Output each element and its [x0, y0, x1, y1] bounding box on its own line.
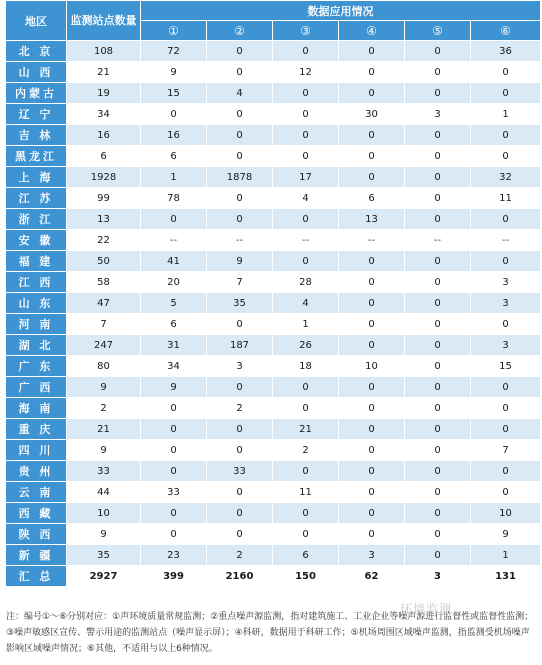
usage-count-cell: 0	[339, 293, 405, 314]
table-row	[6, 419, 541, 440]
usage-count-cell: 0	[471, 83, 541, 104]
usage-count-cell: 1878	[207, 167, 273, 188]
usage-count-cell: 0	[339, 272, 405, 293]
usage-count-cell: 0	[273, 377, 339, 398]
usage-count-cell: 0	[471, 377, 541, 398]
usage-count-cell: 9	[207, 251, 273, 272]
station-count-cell: 33	[67, 461, 141, 482]
usage-count-cell: 0	[471, 251, 541, 272]
table-note: 注：编号①～⑥分别对应：①声环境质量常规监测；②重点噪声源监测，指对建筑施工、工业企业等噪声源进行监督性或监督性监测；③噪声敏感区宣传、警示用途的监测站点（噪声显示屏）；④科研，数据用于科研工作；⑤机场周围区域噪声监测，指监测受机场噪声影响区域噪声情况；⑥其他，不适用与以上6种情况。	[6, 612, 534, 654]
usage-count-cell: 9	[471, 524, 541, 545]
usage-count-cell: 0	[405, 293, 471, 314]
usage-count-cell: 2160	[207, 566, 273, 587]
usage-count-cell: 0	[207, 482, 273, 503]
usage-count-cell: 0	[207, 146, 273, 167]
station-count-cell: 247	[67, 335, 141, 356]
table-row	[6, 461, 541, 482]
region-cell: 黑龙江	[6, 146, 67, 167]
region-cell: 吉 林	[6, 125, 67, 146]
usage-count-cell: 4	[273, 293, 339, 314]
table-row	[6, 377, 541, 398]
usage-count-cell: 0	[339, 41, 405, 62]
usage-count-cell: 3	[405, 104, 471, 125]
usage-count-cell: 0	[471, 461, 541, 482]
table-row	[6, 230, 541, 251]
usage-count-cell: 0	[471, 419, 541, 440]
usage-count-cell: 20	[141, 272, 207, 293]
region-cell: 海 南	[6, 398, 67, 419]
usage-count-cell: 35	[207, 293, 273, 314]
region-cell: 辽 宁	[6, 104, 67, 125]
usage-count-cell: 0	[405, 83, 471, 104]
table-row	[6, 293, 541, 314]
usage-count-cell: 3	[471, 335, 541, 356]
header-usage-1: ①	[141, 21, 207, 41]
table-row	[6, 335, 541, 356]
header-region: 地区	[6, 1, 67, 41]
usage-count-cell: 1	[273, 314, 339, 335]
station-count-cell: 9	[67, 524, 141, 545]
usage-count-cell: 0	[471, 125, 541, 146]
usage-count-cell: 34	[141, 356, 207, 377]
station-count-cell: 99	[67, 188, 141, 209]
usage-count-cell: 0	[273, 146, 339, 167]
table-row	[6, 524, 541, 545]
usage-count-cell: 0	[471, 209, 541, 230]
usage-count-cell: 0	[405, 398, 471, 419]
region-cell: 西 藏	[6, 503, 67, 524]
usage-count-cell: 0	[339, 251, 405, 272]
usage-count-cell: 3	[471, 272, 541, 293]
usage-count-cell: --	[273, 230, 339, 251]
station-count-cell: 13	[67, 209, 141, 230]
usage-count-cell: --	[339, 230, 405, 251]
table-row	[6, 104, 541, 125]
usage-count-cell: 0	[471, 146, 541, 167]
station-count-cell: 44	[67, 482, 141, 503]
usage-count-cell: 0	[141, 419, 207, 440]
usage-count-cell: 0	[207, 104, 273, 125]
usage-count-cell: 0	[273, 209, 339, 230]
usage-count-cell: 2	[207, 545, 273, 566]
usage-count-cell: 0	[273, 461, 339, 482]
table-row	[6, 188, 541, 209]
usage-count-cell: 7	[207, 272, 273, 293]
usage-count-cell: 11	[273, 482, 339, 503]
station-count-cell: 58	[67, 272, 141, 293]
usage-count-cell: 7	[471, 440, 541, 461]
usage-count-cell: 0	[405, 503, 471, 524]
usage-count-cell: 0	[273, 503, 339, 524]
usage-count-cell: 0	[339, 83, 405, 104]
station-count-cell: 34	[67, 104, 141, 125]
usage-count-cell: 11	[471, 188, 541, 209]
usage-count-cell: 0	[339, 62, 405, 83]
station-count-cell: 6	[67, 146, 141, 167]
table-row	[6, 314, 541, 335]
usage-count-cell: 0	[207, 125, 273, 146]
usage-count-cell: 0	[405, 377, 471, 398]
usage-count-cell: 23	[141, 545, 207, 566]
usage-count-cell: 0	[273, 104, 339, 125]
usage-count-cell: 0	[405, 482, 471, 503]
table-row	[6, 62, 541, 83]
usage-count-cell: 0	[405, 419, 471, 440]
usage-count-cell: 0	[273, 251, 339, 272]
usage-count-cell: 0	[405, 314, 471, 335]
noise-monitoring-table	[5, 0, 541, 587]
usage-count-cell: 0	[141, 461, 207, 482]
usage-count-cell: 0	[471, 314, 541, 335]
usage-count-cell: 0	[207, 419, 273, 440]
station-count-cell: 21	[67, 419, 141, 440]
usage-count-cell: 5	[141, 293, 207, 314]
station-count-cell: 108	[67, 41, 141, 62]
region-cell: 内蒙古	[6, 83, 67, 104]
usage-count-cell: 399	[141, 566, 207, 587]
usage-count-cell: 0	[339, 398, 405, 419]
region-cell: 广 东	[6, 356, 67, 377]
region-cell: 云 南	[6, 482, 67, 503]
usage-count-cell: 62	[339, 566, 405, 587]
usage-count-cell: --	[405, 230, 471, 251]
usage-count-cell: 0	[207, 62, 273, 83]
usage-count-cell: 0	[405, 545, 471, 566]
header-usage-2: ②	[207, 21, 273, 41]
usage-count-cell: 0	[405, 461, 471, 482]
table-row	[6, 398, 541, 419]
usage-count-cell: 0	[405, 251, 471, 272]
station-count-cell: 16	[67, 125, 141, 146]
usage-count-cell: 4	[207, 83, 273, 104]
usage-count-cell: 2	[273, 440, 339, 461]
usage-count-cell: 0	[339, 167, 405, 188]
usage-count-cell: 3	[471, 293, 541, 314]
header-usage-4: ④	[339, 21, 405, 41]
usage-count-cell: 0	[141, 503, 207, 524]
usage-count-cell: 0	[207, 209, 273, 230]
station-count-cell: 1928	[67, 167, 141, 188]
usage-count-cell: 17	[273, 167, 339, 188]
usage-count-cell: 6	[141, 146, 207, 167]
usage-count-cell: 31	[141, 335, 207, 356]
usage-count-cell: 0	[141, 398, 207, 419]
region-cell: 江 苏	[6, 188, 67, 209]
usage-count-cell: 6	[273, 545, 339, 566]
usage-count-cell: 28	[273, 272, 339, 293]
usage-count-cell: 0	[405, 440, 471, 461]
usage-count-cell: --	[141, 230, 207, 251]
usage-count-cell: 131	[471, 566, 541, 587]
region-cell: 浙 江	[6, 209, 67, 230]
usage-count-cell: 33	[141, 482, 207, 503]
region-cell: 上 海	[6, 167, 67, 188]
usage-count-cell: 41	[141, 251, 207, 272]
region-cell: 陕 西	[6, 524, 67, 545]
usage-count-cell: 13	[339, 209, 405, 230]
usage-count-cell: 0	[273, 83, 339, 104]
usage-count-cell: 1	[471, 545, 541, 566]
usage-count-cell: 0	[339, 125, 405, 146]
usage-count-cell: 0	[141, 104, 207, 125]
usage-count-cell: 0	[405, 41, 471, 62]
usage-count-cell: 30	[339, 104, 405, 125]
usage-count-cell: 0	[141, 524, 207, 545]
usage-count-cell: 0	[207, 314, 273, 335]
table-row	[6, 440, 541, 461]
usage-count-cell: 78	[141, 188, 207, 209]
region-cell: 汇 总	[6, 566, 67, 587]
usage-count-cell: 10	[471, 503, 541, 524]
usage-count-cell: 12	[273, 62, 339, 83]
header-usage-5: ⑤	[405, 21, 471, 41]
region-cell: 四 川	[6, 440, 67, 461]
usage-count-cell: 0	[339, 461, 405, 482]
usage-count-cell: 0	[339, 314, 405, 335]
usage-count-cell: 150	[273, 566, 339, 587]
usage-count-cell: 3	[339, 545, 405, 566]
station-count-cell: 2927	[67, 566, 141, 587]
usage-count-cell: 1	[471, 104, 541, 125]
usage-count-cell: 2	[207, 398, 273, 419]
usage-count-cell: 0	[141, 209, 207, 230]
usage-count-cell: 0	[339, 482, 405, 503]
usage-count-cell: --	[471, 230, 541, 251]
station-count-cell: 7	[67, 314, 141, 335]
usage-count-cell: 187	[207, 335, 273, 356]
usage-count-cell: 0	[339, 440, 405, 461]
usage-count-cell: 0	[405, 146, 471, 167]
table-row	[6, 545, 541, 566]
station-count-cell: 9	[67, 440, 141, 461]
usage-count-cell: 0	[207, 503, 273, 524]
table-row	[6, 83, 541, 104]
region-cell: 贵 州	[6, 461, 67, 482]
header-stations: 监测站点数量	[67, 1, 141, 41]
table-row	[6, 503, 541, 524]
table-body	[6, 41, 541, 587]
station-count-cell: 2	[67, 398, 141, 419]
usage-count-cell: 18	[273, 356, 339, 377]
usage-count-cell: 3	[207, 356, 273, 377]
region-cell: 福 建	[6, 251, 67, 272]
usage-count-cell: 0	[207, 188, 273, 209]
station-count-cell: 80	[67, 356, 141, 377]
station-count-cell: 9	[67, 377, 141, 398]
usage-count-cell: 26	[273, 335, 339, 356]
usage-count-cell: 0	[273, 524, 339, 545]
usage-count-cell: 0	[339, 146, 405, 167]
region-cell: 重 庆	[6, 419, 67, 440]
usage-count-cell: 0	[405, 356, 471, 377]
station-count-cell: 10	[67, 503, 141, 524]
station-count-cell: 35	[67, 545, 141, 566]
region-cell: 山 东	[6, 293, 67, 314]
region-cell: 新 疆	[6, 545, 67, 566]
usage-count-cell: 32	[471, 167, 541, 188]
usage-count-cell: 16	[141, 125, 207, 146]
station-count-cell: 21	[67, 62, 141, 83]
table-row	[6, 482, 541, 503]
usage-count-cell: 0	[273, 125, 339, 146]
usage-count-cell: 6	[141, 314, 207, 335]
usage-count-cell: 21	[273, 419, 339, 440]
station-count-cell: 22	[67, 230, 141, 251]
usage-count-cell: 15	[471, 356, 541, 377]
watermark-text: 环境监测	[400, 602, 453, 616]
usage-count-cell: 0	[339, 377, 405, 398]
usage-count-cell: 0	[339, 335, 405, 356]
usage-count-cell: 0	[405, 209, 471, 230]
usage-count-cell: --	[207, 230, 273, 251]
station-count-cell: 50	[67, 251, 141, 272]
table-row	[6, 146, 541, 167]
table-row	[6, 125, 541, 146]
header-usage-3: ③	[273, 21, 339, 41]
usage-count-cell: 0	[405, 167, 471, 188]
station-count-cell: 19	[67, 83, 141, 104]
region-cell: 山 西	[6, 62, 67, 83]
usage-count-cell: 0	[405, 62, 471, 83]
table-row	[6, 251, 541, 272]
usage-count-cell: 1	[141, 167, 207, 188]
usage-count-cell: 0	[405, 188, 471, 209]
usage-count-cell: 0	[471, 398, 541, 419]
usage-count-cell: 9	[141, 377, 207, 398]
usage-count-cell: 0	[207, 524, 273, 545]
table-row	[6, 167, 541, 188]
header-usage-6: ⑥	[471, 21, 541, 41]
usage-count-cell: 0	[273, 398, 339, 419]
table-row	[6, 356, 541, 377]
region-cell: 广 西	[6, 377, 67, 398]
usage-count-cell: 0	[471, 482, 541, 503]
usage-count-cell: 0	[339, 524, 405, 545]
usage-count-cell: 0	[405, 335, 471, 356]
usage-count-cell: 0	[207, 440, 273, 461]
usage-count-cell: 0	[207, 41, 273, 62]
usage-count-cell: 0	[207, 377, 273, 398]
table-row	[6, 209, 541, 230]
table-row	[6, 272, 541, 293]
usage-count-cell: 36	[471, 41, 541, 62]
usage-count-cell: 10	[339, 356, 405, 377]
region-cell: 北 京	[6, 41, 67, 62]
header-usage: 数据应用情况	[141, 1, 541, 21]
usage-count-cell: 0	[471, 62, 541, 83]
usage-count-cell: 9	[141, 62, 207, 83]
usage-count-cell: 0	[339, 419, 405, 440]
usage-count-cell: 0	[405, 272, 471, 293]
usage-count-cell: 6	[339, 188, 405, 209]
usage-count-cell: 15	[141, 83, 207, 104]
usage-count-cell: 3	[405, 566, 471, 587]
usage-count-cell: 4	[273, 188, 339, 209]
region-cell: 江 西	[6, 272, 67, 293]
usage-count-cell: 0	[405, 125, 471, 146]
usage-count-cell: 0	[339, 503, 405, 524]
region-cell: 安 徽	[6, 230, 67, 251]
region-cell: 河 南	[6, 314, 67, 335]
usage-count-cell: 0	[405, 524, 471, 545]
table-row	[6, 41, 541, 62]
usage-count-cell: 33	[207, 461, 273, 482]
usage-count-cell: 72	[141, 41, 207, 62]
station-count-cell: 47	[67, 293, 141, 314]
region-cell: 湖 北	[6, 335, 67, 356]
usage-count-cell: 0	[273, 41, 339, 62]
usage-count-cell: 0	[141, 440, 207, 461]
table-row	[6, 566, 541, 587]
